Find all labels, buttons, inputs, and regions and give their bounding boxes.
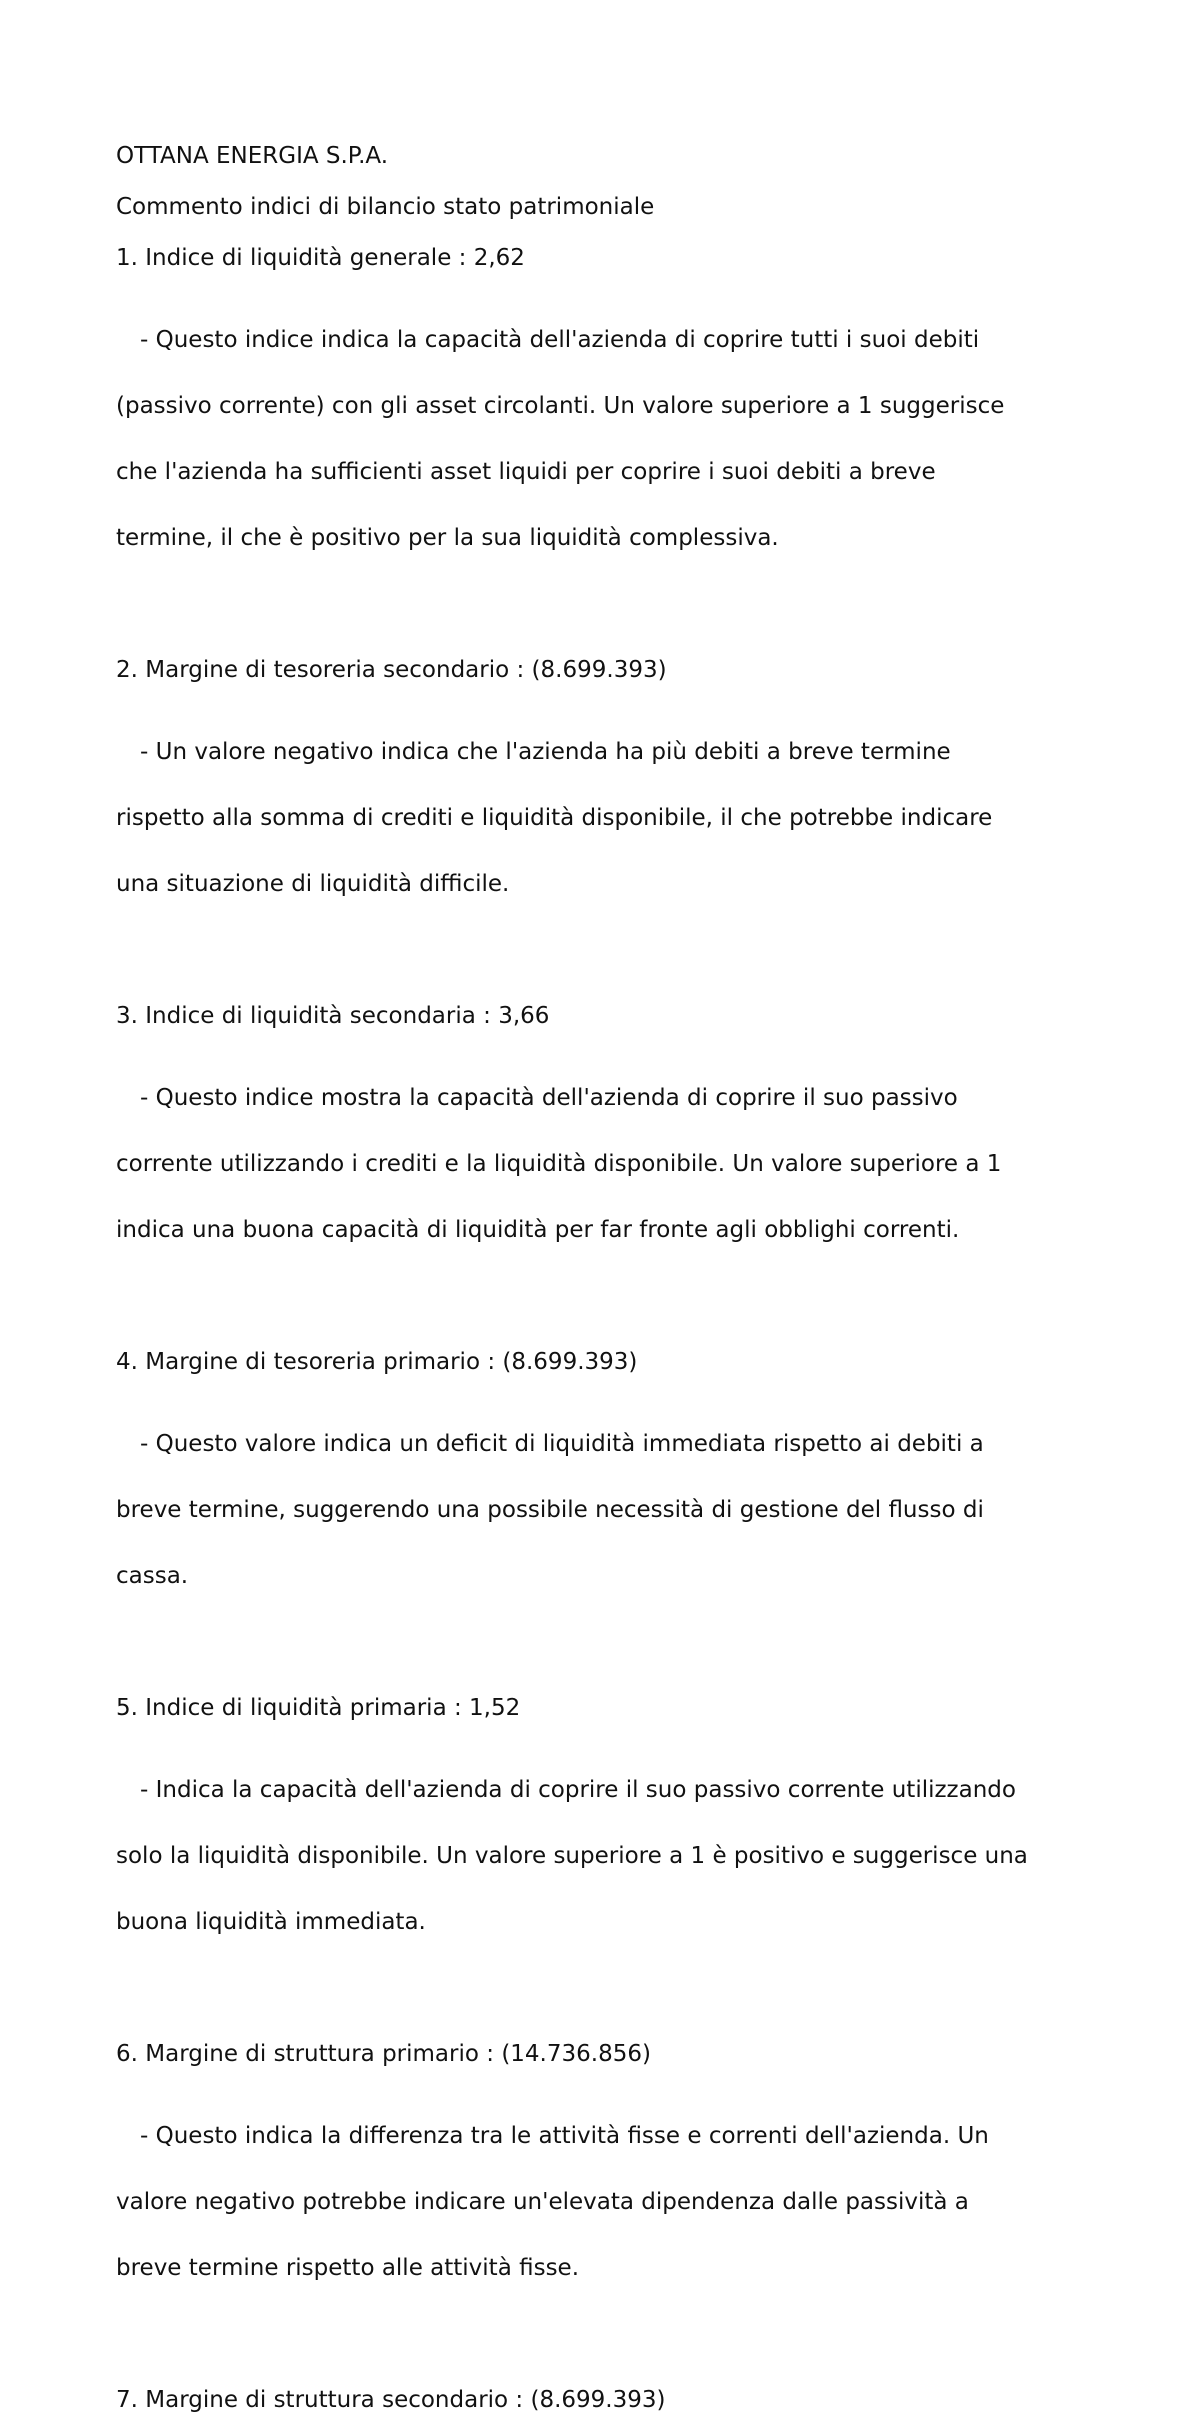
- item-heading: 7. Margine di struttura secondario : (8.699.393): [116, 2387, 666, 2413]
- item-line: rispetto alla somma di crediti e liquidità disponibile, il che potrebbe indicare: [116, 805, 993, 831]
- item-line: cassa.: [116, 1563, 189, 1589]
- document-subtitle: Commento indici di bilancio stato patrimoniale: [116, 194, 655, 220]
- item-line: solo la liquidità disponibile. Un valore superiore a 1 è positivo e suggerisce una: [116, 1843, 1028, 1869]
- item-line: - Questo indice mostra la capacità dell'azienda di coprire il suo passivo: [140, 1085, 958, 1111]
- item-line: - Questo indica la differenza tra le attività fisse e correnti dell'azienda. Un: [140, 2123, 989, 2149]
- item-6: [116, 2038, 1116, 2318]
- item-line: - Un valore negativo indica che l'azienda ha più debiti a breve termine: [140, 739, 951, 765]
- item-line: - Indica la capacità dell'azienda di coprire il suo passivo corrente utilizzando: [140, 1777, 1016, 1803]
- item-line: una situazione di liquidità difficile.: [116, 871, 510, 897]
- item-description: [116, 291, 1116, 588]
- item-heading: 1. Indice di liquidità generale : 2,62: [116, 245, 525, 271]
- item-3: [116, 1000, 1116, 1280]
- item-description: [116, 1395, 1116, 1626]
- item-description: [116, 2087, 1116, 2318]
- item-5: [116, 1692, 1116, 1972]
- item-line: che l'azienda ha sufficienti asset liquidi per coprire i suoi debiti a breve: [116, 459, 936, 485]
- item-line: - Questo indice indica la capacità dell'azienda di coprire tutti i suoi debiti: [140, 327, 980, 353]
- item-heading: 3. Indice di liquidità secondaria : 3,66: [116, 1003, 550, 1029]
- item-2: [116, 654, 1116, 934]
- item-description: [116, 703, 1116, 934]
- item-description: [116, 1741, 1116, 1972]
- item-line: buona liquidità immediata.: [116, 1909, 426, 1935]
- item-line: termine, il che è positivo per la sua liquidità complessiva.: [116, 525, 779, 551]
- item-line: valore negativo potrebbe indicare un'elevata dipendenza dalle passività a: [116, 2189, 969, 2215]
- item-heading: 2. Margine di tesoreria secondario : (8.699.393): [116, 657, 667, 683]
- company-name: OTTANA ENERGIA S.P.A.: [116, 143, 389, 169]
- item-line: (passivo corrente) con gli asset circolanti. Un valore superiore a 1 suggerisce: [116, 393, 1005, 419]
- item-line: corrente utilizzando i crediti e la liquidità disponibile. Un valore superiore a 1: [116, 1151, 1002, 1177]
- item-4: [116, 1346, 1116, 1626]
- item-line: breve termine rispetto alle attività fisse.: [116, 2255, 580, 2281]
- item-heading: 6. Margine di struttura primario : (14.736.856): [116, 2041, 651, 2067]
- item-heading: 4. Margine di tesoreria primario : (8.699.393): [116, 1349, 638, 1375]
- item-1: [116, 242, 1116, 588]
- item-line: indica una buona capacità di liquidità per far fronte agli obblighi correnti.: [116, 1217, 960, 1243]
- item-7: [116, 2384, 1116, 2417]
- item-line: - Questo valore indica un deficit di liquidità immediata rispetto ai debiti a: [140, 1431, 984, 1457]
- item-description: [116, 1049, 1116, 1280]
- item-line: breve termine, suggerendo una possibile necessità di gestione del flusso di: [116, 1497, 984, 1523]
- item-heading: 5. Indice di liquidità primaria : 1,52: [116, 1695, 521, 1721]
- document-page: [116, 140, 1116, 2433]
